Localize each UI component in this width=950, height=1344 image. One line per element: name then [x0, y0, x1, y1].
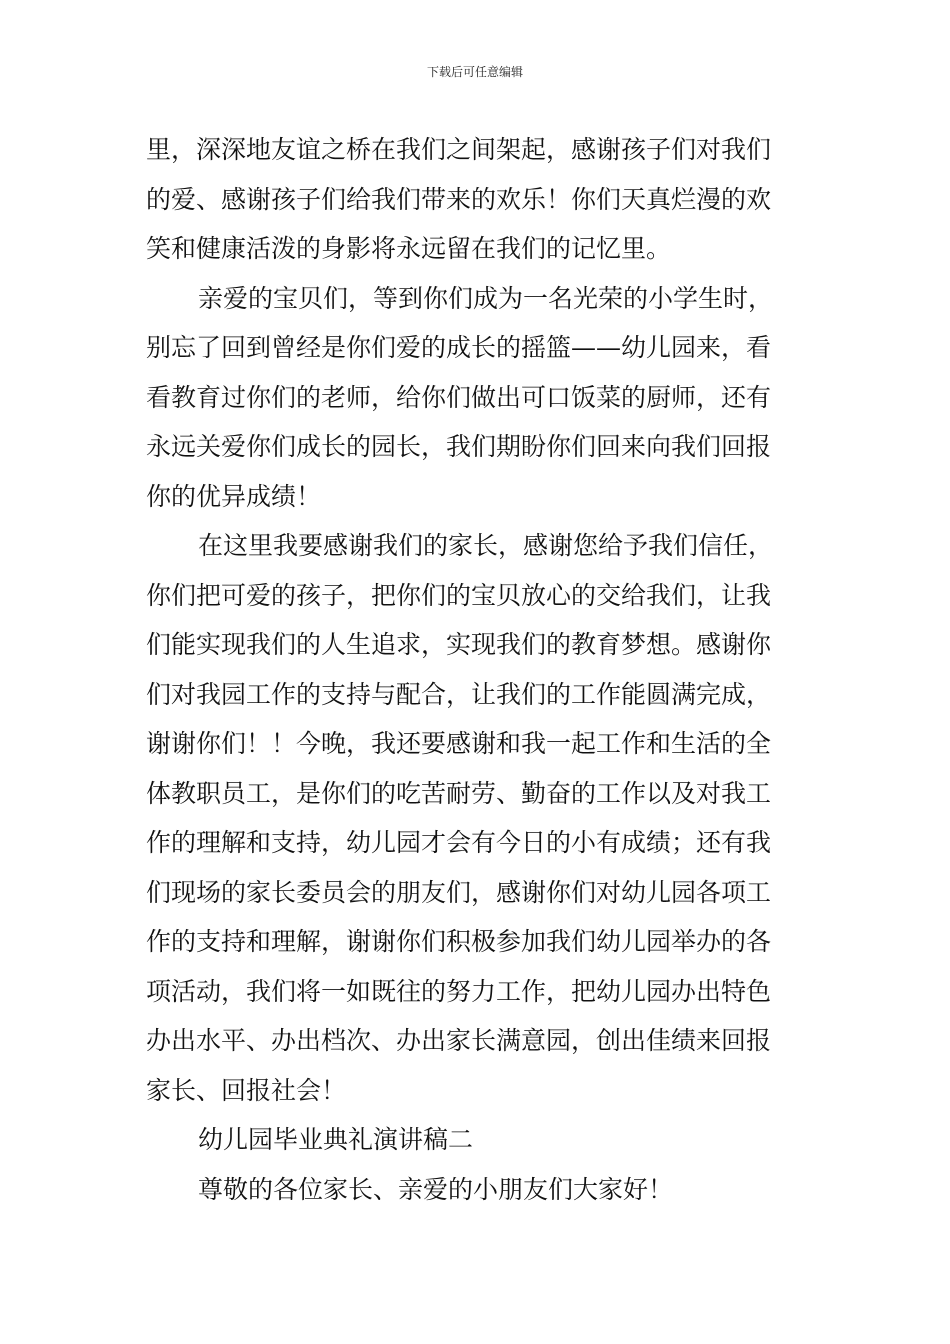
- text-line: 家长、回报社会！: [146, 1075, 347, 1105]
- text-line: 看教育过你们的老师，给你们做出可口饭菜的厨师，还有: [146, 382, 772, 412]
- text-line: 你们把可爱的孩子，把你们的宝贝放心的交给我们，让我: [146, 580, 772, 610]
- text-line: 体教职员工，是你们的吃苦耐劳、勤奋的工作以及对我工: [146, 778, 772, 808]
- text-line: 你的优异成绩！: [146, 481, 322, 511]
- text-line: 们对我园工作的支持与配合，让我们的工作能圆满完成，: [146, 679, 772, 709]
- text-line: 谢谢你们！！今晚，我还要感谢和我一起工作和生活的全: [146, 729, 772, 758]
- text-line: 们现场的家长委员会的朋友们，感谢你们对幼儿园各项工: [146, 877, 772, 907]
- text-line: 项活动，我们将一如既往的努力工作，把幼儿园办出特色: [146, 976, 772, 1006]
- text-line: 永远关爱你们成长的园长，我们期盼你们回来向我们回报: [146, 432, 772, 461]
- text-line: 幼儿园毕业典礼演讲稿二: [198, 1125, 474, 1154]
- text-line: 亲爱的宝贝们，等到你们成为一名光荣的小学生时，: [198, 283, 774, 313]
- text-line: 的爱、感谢孩子们给我们带来的欢乐！你们天真烂漫的欢: [146, 184, 772, 214]
- text-line: 们能实现我们的人生追求，实现我们的教育梦想。感谢你: [146, 630, 772, 659]
- text-line: 在这里我要感谢我们的家长，感谢您给予我们信任，: [198, 531, 774, 560]
- text-line: 尊敬的各位家长、亲爱的小朋友们大家好！: [198, 1174, 674, 1204]
- text-line: 作的支持和理解，谢谢你们积极参加我们幼儿园举办的各: [146, 927, 772, 956]
- page-header-note: 下载后可任意编辑: [426, 65, 523, 79]
- text-line: 别忘了回到曾经是你们爱的成长的摇篮——幼儿园来，看: [146, 333, 772, 362]
- text-line: 作的理解和支持，幼儿园才会有今日的小有成绩；还有我: [146, 828, 772, 857]
- text-line: 笑和健康活泼的身影将永远留在我们的记忆里。: [146, 234, 672, 263]
- document-body: [146, 125, 816, 1214]
- text-line: 办出水平、办出档次、办出家长满意园，创出佳绩来回报: [146, 1026, 772, 1055]
- text-line: 里，深深地友谊之桥在我们之间架起，感谢孩子们对我们: [146, 135, 772, 164]
